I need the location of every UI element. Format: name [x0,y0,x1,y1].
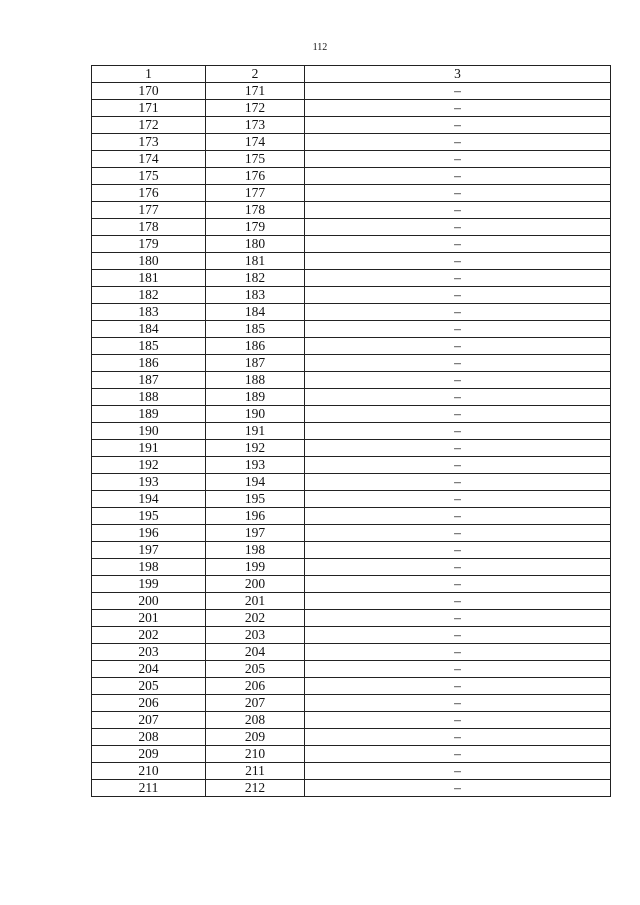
table-cell: 190 [92,423,206,440]
table-cell: – [305,746,611,763]
table-cell: 178 [206,202,305,219]
table-cell: 171 [92,100,206,117]
table-cell: 172 [206,100,305,117]
table-cell: 185 [206,321,305,338]
column-header-3: 3 [305,66,611,83]
table-cell: 176 [206,168,305,185]
table-cell: – [305,729,611,746]
table-row [92,695,611,712]
table-row [92,763,611,780]
table-cell: – [305,627,611,644]
table-cell: – [305,780,611,797]
table-cell: 201 [206,593,305,610]
table-row [92,576,611,593]
table-cell: 183 [92,304,206,321]
table-cell: 190 [206,406,305,423]
table-row [92,185,611,202]
table-row [92,372,611,389]
table-cell: – [305,406,611,423]
table-cell: 191 [206,423,305,440]
table-cell: 212 [206,780,305,797]
table-cell: 182 [92,287,206,304]
table-cell: – [305,185,611,202]
table-cell: 206 [206,678,305,695]
table-cell: 209 [206,729,305,746]
table-cell: – [305,253,611,270]
table-cell: 177 [92,202,206,219]
table-cell: 192 [206,440,305,457]
table-cell: – [305,644,611,661]
table-cell: 201 [92,610,206,627]
table-row [92,83,611,100]
table-cell: – [305,321,611,338]
table-cell: – [305,695,611,712]
table-cell: 196 [206,508,305,525]
table-cell: – [305,236,611,253]
table-cell: 188 [206,372,305,389]
table-row [92,270,611,287]
table-cell: 200 [92,593,206,610]
table-cell: 181 [206,253,305,270]
column-header-1: 1 [92,66,206,83]
table-row [92,780,611,797]
table-cell: 193 [206,457,305,474]
table-cell: 205 [92,678,206,695]
table-cell: 186 [206,338,305,355]
table-row [92,457,611,474]
table-cell: – [305,355,611,372]
data-table [91,65,611,797]
table-cell: 208 [206,712,305,729]
table-cell: 175 [206,151,305,168]
table-cell: 199 [92,576,206,593]
table-cell: – [305,168,611,185]
table-cell: 194 [92,491,206,508]
table-cell: – [305,763,611,780]
table-cell: 173 [206,117,305,134]
table-cell: 204 [206,644,305,661]
table-cell: 177 [206,185,305,202]
table-cell: 187 [92,372,206,389]
table-row [92,542,611,559]
table-cell: 192 [92,457,206,474]
table-cell: 176 [92,185,206,202]
table-cell: 174 [92,151,206,168]
table-cell: 193 [92,474,206,491]
table-cell: 209 [92,746,206,763]
table-row [92,644,611,661]
table-cell: 185 [92,338,206,355]
table-row [92,100,611,117]
table-row [92,321,611,338]
table-row [92,117,611,134]
table-cell: 202 [92,627,206,644]
table-cell: – [305,270,611,287]
table-row [92,423,611,440]
table-cell: 205 [206,661,305,678]
table-cell: 197 [206,525,305,542]
table-cell: 206 [92,695,206,712]
table-cell: 179 [92,236,206,253]
table-cell: – [305,559,611,576]
table-cell: 186 [92,355,206,372]
table-cell: – [305,508,611,525]
table-cell: 210 [92,763,206,780]
column-header-2: 2 [206,66,305,83]
table-cell: 180 [92,253,206,270]
table-cell: – [305,525,611,542]
table-cell: 198 [206,542,305,559]
table-cell: – [305,678,611,695]
table-cell: – [305,338,611,355]
table-cell: 172 [92,117,206,134]
table-cell: 170 [92,83,206,100]
table-row [92,678,611,695]
table-cell: 174 [206,134,305,151]
table-cell: 173 [92,134,206,151]
table-cell: 199 [206,559,305,576]
table-cell: – [305,389,611,406]
table-cell: 171 [206,83,305,100]
table-row [92,253,611,270]
table-cell: – [305,491,611,508]
table-row [92,134,611,151]
table-row [92,610,611,627]
table-cell: 184 [92,321,206,338]
table-row [92,559,611,576]
table-row [92,661,611,678]
table-row [92,746,611,763]
table-cell: 207 [206,695,305,712]
header-row [92,66,611,83]
table-cell: 198 [92,559,206,576]
table-cell: 196 [92,525,206,542]
table-row [92,491,611,508]
table-cell: – [305,440,611,457]
table-row [92,151,611,168]
table-row [92,389,611,406]
table-cell: 182 [206,270,305,287]
table-cell: – [305,610,611,627]
table-cell: 184 [206,304,305,321]
table-row [92,440,611,457]
table-cell: 207 [92,712,206,729]
table-cell: – [305,474,611,491]
table-cell: 210 [206,746,305,763]
table-cell: – [305,202,611,219]
table-cell: – [305,83,611,100]
table-cell: 211 [206,763,305,780]
table-cell: 188 [92,389,206,406]
table-cell: – [305,287,611,304]
table-row [92,236,611,253]
table-row [92,406,611,423]
table-cell: – [305,134,611,151]
table-row [92,219,611,236]
table-cell: 191 [92,440,206,457]
table-cell: – [305,661,611,678]
table-cell: 189 [206,389,305,406]
table-cell: – [305,100,611,117]
table-cell: 187 [206,355,305,372]
table-row [92,712,611,729]
table-row [92,202,611,219]
table-row [92,287,611,304]
table-cell: 204 [92,661,206,678]
table-row [92,338,611,355]
table-row [92,525,611,542]
table-cell: 181 [92,270,206,287]
table-cell: 178 [92,219,206,236]
table-row [92,593,611,610]
table-cell: – [305,423,611,440]
table-cell: 194 [206,474,305,491]
page-number: 112 [312,42,328,53]
table-cell: – [305,576,611,593]
table-row [92,627,611,644]
table-row [92,355,611,372]
table-cell: – [305,457,611,474]
table-cell: – [305,712,611,729]
table-row [92,168,611,185]
table-cell: 202 [206,610,305,627]
table-row [92,474,611,491]
table-cell: 183 [206,287,305,304]
table-cell: 200 [206,576,305,593]
table-cell: 179 [206,219,305,236]
table-cell: – [305,151,611,168]
table-cell: 195 [92,508,206,525]
table-cell: – [305,542,611,559]
table-cell: 175 [92,168,206,185]
table-cell: 203 [92,644,206,661]
table-cell: 203 [206,627,305,644]
table-cell: 197 [92,542,206,559]
table-cell: – [305,593,611,610]
table-cell: 211 [92,780,206,797]
table-cell: 180 [206,236,305,253]
table-cell: 189 [92,406,206,423]
table-cell: – [305,304,611,321]
table-cell: – [305,372,611,389]
table-row [92,508,611,525]
table-cell: – [305,219,611,236]
table-cell: – [305,117,611,134]
table-cell: 208 [92,729,206,746]
table-row [92,729,611,746]
table-cell: 195 [206,491,305,508]
table-row [92,304,611,321]
table-body [92,83,611,797]
